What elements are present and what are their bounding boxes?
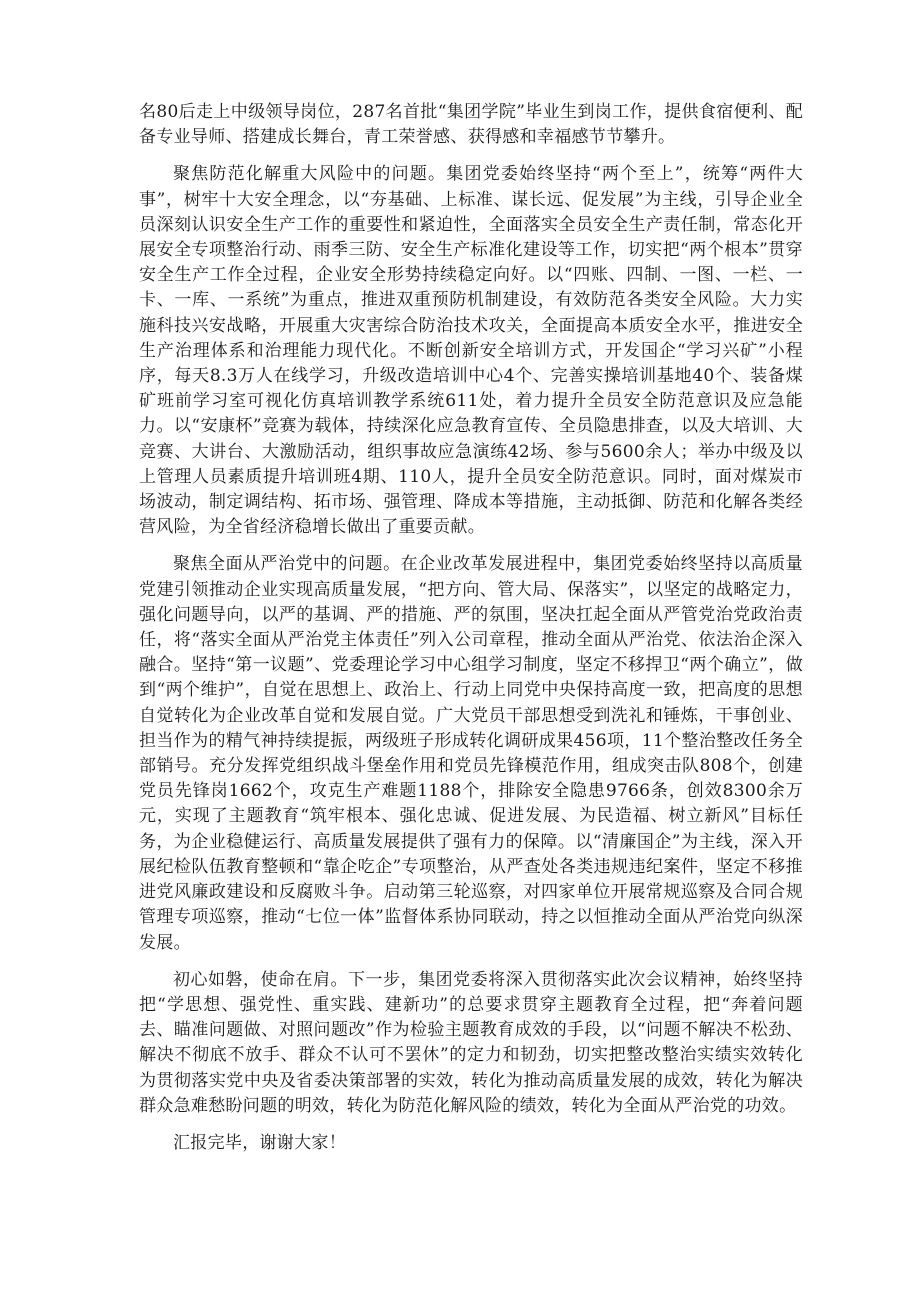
paragraph-party-governance: 聚焦全面从严治党中的问题。在企业改革发展进程中，集团党委始终坚持以高质量党建引领推动企业实现高质量发展，“把方向、管大局、保落实”，以坚定的战略定力，强化问题导向，以严的基调、严的措施、严的氛围，坚决扛起全面从严管党治党政治责任，将“落实全面从严治党主体责任”列入公司章程，推动全面从严治党、依法治企深入融合。坚持“第一议题”、党委理论学习中心组学习制度，坚定不移捍卫“两个确立”，做到“两个维护”，自觉在思想上、政治上、行动上同党中央保持高度一致，把高度的思想自觉转化为企业改革自觉和发展自觉。广大党员干部思想受到洗礼和锤炼，干事创业、担当作为的精气神持续提振，两级班子形成转化调研成果456项，11个整治整改任务全部销号。充分发挥党组织战斗堡垒作用和党员先锋模范作用，组成突击队808个，创建党员先锋岗1662个，攻克生产难题1188个，排除安全隐患9766条，创效8300余万元，实现了主题教育“筑牢根本、强化忠诚、促进发展、为民造福、树立新风”目标任务，为企业稳健运行、高质量发展提供了强有力的保障。以“清廉国企”为主线，深入开展纪检队伍教育整顿和“靠企吃企”专项整治，从严查处各类违规违纪案件，坚定不移推进党风廉政建设和反腐败斗争。启动第三轮巡察，对四家单位开展常规巡察及合同合规管理专项巡察，推动“七位一体”监督体系协同联动，持之以恒推动全面从严治党向纵深发展。	[139, 554, 803, 953]
paragraph-closing: 汇报完毕，谢谢大家！	[173, 1132, 346, 1153]
paragraph-next-steps: 初心如磐，使命在肩。下一步，集团党委将深入贯彻落实此次会议精神，始终坚持把“学思想、强党性、重实践、建新功”的总要求贯穿主题教育全过程，把“奔着问题去、瞄准问题做、对照问题改”作为检验主题教育成效的手段，以“问题不解决不松劲、解决不彻底不放手、群众不认可不罢休”的定力和韧劲，切实把整改整治实绩实效转化为贯彻落实党中央及省委决策部署的实效，转化为推动高质量发展的成效，转化为解决群众急难愁盼问题的明效，转化为防范化解风险的绩效，转化为全面从严治党的功效。	[139, 969, 803, 1116]
paragraph-continuation: 名80后走上中级领导岗位，287名首批“集团学院”毕业生到岗工作，提供食宿便利、配备专业导师、搭建成长舞台，青工荣誉感、获得感和幸福感节节攀升。	[139, 102, 803, 148]
paragraph-risk-prevention: 聚焦防范化解重大风险中的问题。集团党委始终坚持“两个至上”，统筹“两件大事”，树牢十大安全理念，以“夯基础、上标准、谋长远、促发展”为主线，引导企业全员深刻认识安全生产工作的重要性和紧迫性，全面落实全员安全生产责任制，常态化开展安全专项整治行动、雨季三防、安全生产标准化建设等工作，切实把“两个根本”贯穿安全生产工作全过程，企业安全形势持续稳定向好。以“四账、四制、一图、一栏、一卡、一库、一系统”为重点，推进双重预防机制建设，有效防范各类安全风险。大力实施科技兴安战略，开展重大灾害综合防治技术攻关，全面提高本质安全水平，推进安全生产治理体系和治理能力现代化。不断创新安全培训方式，开发国企“学习兴矿”小程序，每天8.3万人在线学习，升级改造培训中心4个、完善实操培训基地40个、装备煤矿班前学习室可视化仿真培训教学系统611处，着力提升全员安全防范意识及应急能力。以“安康杯”竞赛为载体，持续深化应急教育宣传、全员隐患排查，以及大培训、大竞赛、大讲台、大激励活动，组织事故应急演练42场、参与5600余人；举办中级及以上管理人员素质提升培训班4期、110人，提升全员安全防范意识。同时，面对煤炭市场波动，制定调结构、拓市场、强管理、降成本等措施，主动抵御、防范和化解各类经营风险，为全省经济稳增长做出了重要贡献。	[139, 164, 803, 538]
document-page	[139, 100, 803, 1168]
